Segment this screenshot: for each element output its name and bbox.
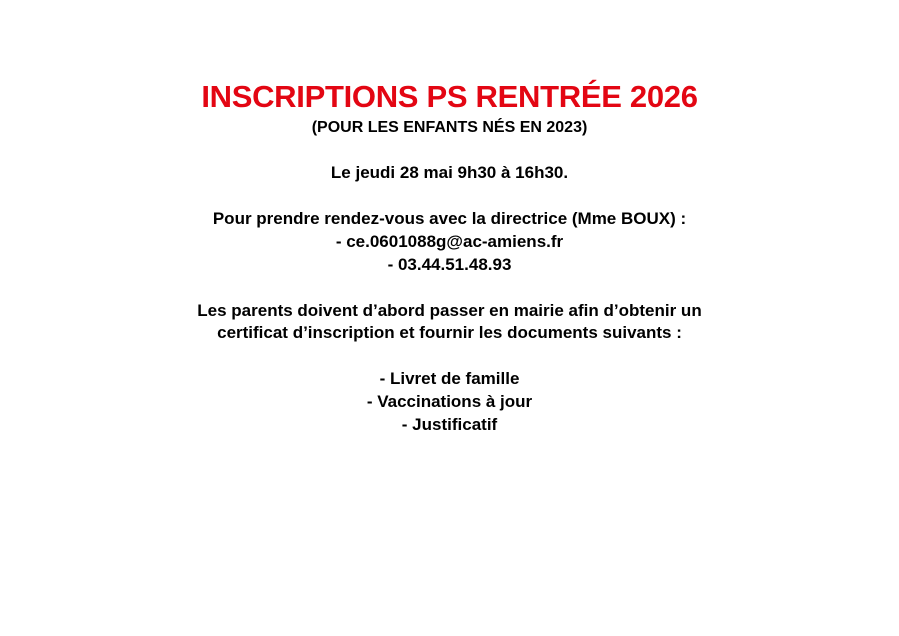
date-line: Le jeudi 28 mai 9h30 à 16h30. [330,163,569,182]
notice-title: INSCRIPTIONS PS RENTRÉE 2026 [201,79,698,114]
contact-email: - ce.0601088g@ac-amiens.fr [335,232,564,251]
contact-intro: Pour prendre rendez-vous avec la directrice (Mme BOUX) : [212,209,687,228]
document-item: - Vaccinations à jour [366,392,533,411]
instructions-line-2: certificat d’inscription et fournir les documents suivants : [217,323,682,342]
notice-subtitle: (POUR LES ENFANTS NÉS EN 2023) [311,119,588,136]
document-item: - Livret de famille [379,369,520,388]
document-item: - Justificatif [401,415,498,434]
instructions-line-1: Les parents doivent d’abord passer en mairie afin d’obtenir un [197,301,702,320]
contact-phone: - 03.44.51.48.93 [387,255,512,274]
